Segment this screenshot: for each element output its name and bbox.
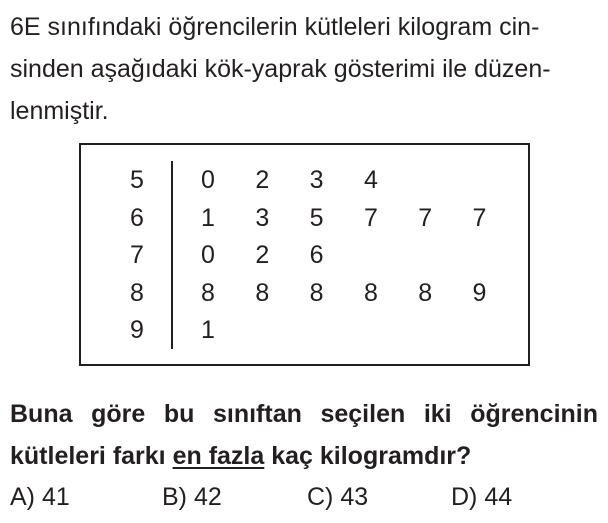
stem-leaf-row: [81, 236, 528, 274]
choice-a[interactable]: A) 41: [10, 483, 70, 511]
problem-line-2: sinden aşağıdaki kök-yaprak gösterimi ile düzen-: [10, 55, 551, 83]
stem-leaf-row: [81, 311, 528, 349]
stem-value: 7: [130, 241, 144, 269]
stem-value: 9: [130, 316, 144, 344]
stem-leaf-plot: [79, 143, 530, 366]
stem-leaf-row: [81, 199, 528, 237]
choice-c[interactable]: C) 43: [307, 483, 369, 511]
leaf-value: 4: [363, 166, 378, 194]
answer-choices: [0, 480, 608, 514]
leaf-value: 5: [309, 203, 324, 232]
leaf-value: 7: [363, 203, 378, 232]
question: [10, 393, 602, 477]
leaf-value: 8: [309, 278, 324, 307]
problem-line-1: 6E sınıfındaki öğrencilerin kütleleri kilogram cin-: [10, 13, 540, 41]
leaf-value: 7: [418, 203, 433, 232]
stem-leaf-row: [81, 274, 528, 312]
question-line-2: [10, 435, 602, 477]
leaf-value: 1: [201, 316, 215, 344]
leaf-value: 8: [363, 278, 378, 307]
stem-leaf-row: [81, 161, 528, 199]
leaf-value: 1: [201, 203, 215, 232]
leaf-value: 8: [201, 278, 215, 307]
question-text-after: kaç kilogramdır?: [264, 442, 472, 470]
leaf-value: 2: [255, 166, 270, 194]
stem-value: 5: [130, 166, 144, 194]
stem-value: 8: [130, 278, 144, 307]
problem-line-3: lenmiştir.: [10, 97, 109, 125]
question-emphasis: en fazla: [172, 442, 265, 470]
leaf-value: 8: [418, 278, 433, 307]
problem-statement: [10, 6, 602, 132]
leaf-value: 8: [255, 278, 270, 307]
question-text-before: kütleleri farkı: [10, 442, 173, 470]
leaf-value: 9: [472, 278, 487, 307]
leaf-value: 3: [309, 166, 324, 194]
choice-d[interactable]: D) 44: [451, 483, 513, 511]
leaf-value: 0: [201, 166, 215, 194]
leaf-value: 2: [255, 241, 270, 269]
leaf-value: 6: [309, 241, 324, 269]
leaf-value: 7: [472, 203, 487, 232]
question-line-1: Buna göre bu sınıftan seçilen iki öğrencinin: [10, 400, 598, 428]
choice-b[interactable]: B) 42: [162, 483, 222, 511]
leaf-value: 0: [201, 241, 215, 269]
leaf-value: 3: [255, 203, 270, 232]
stem-value: 6: [130, 203, 144, 232]
